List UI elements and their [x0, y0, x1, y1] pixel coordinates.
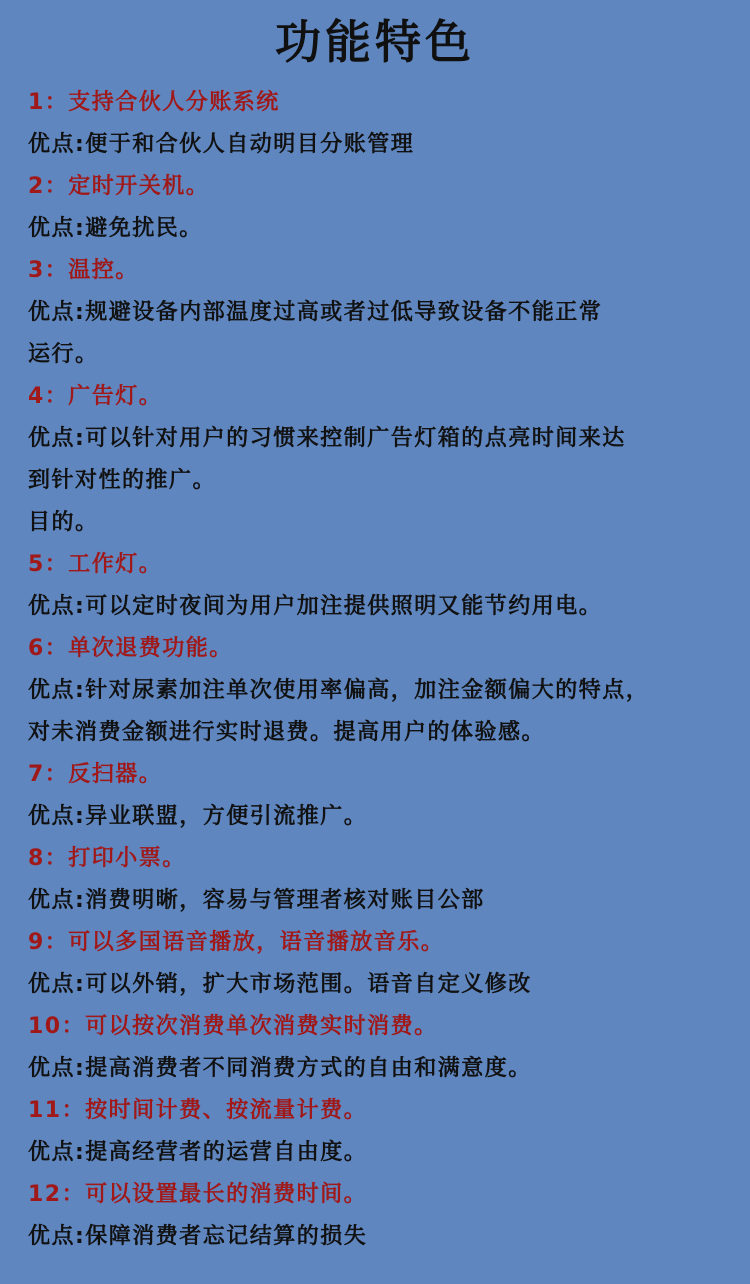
page-title: 功能特色 [275, 15, 475, 69]
feature-advantage-line: 到针对性的推广。 [28, 468, 217, 493]
feature-heading: 11：按时间计费、按流量计费。 [28, 1098, 368, 1123]
feature-advantage-line: 优点:针对尿素加注单次使用率偏高，加注金额偏大的特点， [28, 678, 650, 703]
feature-advantage-line: 优点:保障消费者忘记结算的损失 [28, 1224, 368, 1249]
feature-list [28, 82, 750, 1258]
feature-item [28, 1006, 750, 1090]
feature-advantage-line: 优点:提高经营者的运营自由度。 [28, 1140, 368, 1165]
feature-heading: 6：单次退费功能。 [28, 636, 233, 661]
feature-heading: 8：打印小票。 [28, 846, 186, 871]
feature-advantage-line: 优点:消费明晰，容易与管理者核对账目公部 [28, 888, 485, 913]
feature-heading: 7：反扫器。 [28, 762, 163, 787]
feature-heading: 9：可以多国语音播放，语音播放音乐。 [28, 930, 445, 955]
feature-advantage-line: 优点:可以定时夜间为用户加注提供照明又能节约用电。 [28, 594, 603, 619]
feature-heading: 10：可以按次消费单次消费实时消费。 [28, 1014, 438, 1039]
feature-item [28, 922, 750, 1006]
feature-advantage-line: 优点:避免扰民。 [28, 216, 203, 241]
feature-item [28, 82, 750, 166]
feature-advantage-line: 优点:提高消费者不同消费方式的自由和满意度。 [28, 1056, 532, 1081]
feature-item [28, 628, 750, 754]
feature-advantage-line: 优点:异业联盟，方便引流推广。 [28, 804, 368, 829]
feature-advantage-line: 优点:可以外销，扩大市场范围。语音自定义修改 [28, 972, 532, 997]
feature-item [28, 376, 750, 544]
feature-heading: 1：支持合伙人分账系统 [28, 90, 280, 115]
feature-advantage-line: 优点:规避设备内部温度过高或者过低导致设备不能正常 [28, 300, 603, 325]
feature-item [28, 838, 750, 922]
feature-advantage-line: 运行。 [28, 342, 99, 367]
feature-item [28, 1174, 750, 1258]
feature-advantage-line: 目的。 [28, 510, 99, 535]
feature-heading: 5：工作灯。 [28, 552, 163, 577]
feature-item [28, 544, 750, 628]
feature-advantage-line: 对未消费金额进行实时退费。提高用户的体验感。 [28, 720, 546, 745]
feature-item [28, 754, 750, 838]
feature-item [28, 166, 750, 250]
feature-advantage-line: 优点:便于和合伙人自动明目分账管理 [28, 132, 415, 157]
feature-heading: 2：定时开关机。 [28, 174, 210, 199]
feature-heading: 12：可以设置最长的消费时间。 [28, 1182, 368, 1207]
feature-heading: 3：温控。 [28, 258, 139, 283]
feature-item [28, 250, 750, 376]
feature-heading: 4：广告灯。 [28, 384, 163, 409]
feature-item [28, 1090, 750, 1174]
feature-advantage-line: 优点:可以针对用户的习惯来控制广告灯箱的点亮时间来达 [28, 426, 626, 451]
